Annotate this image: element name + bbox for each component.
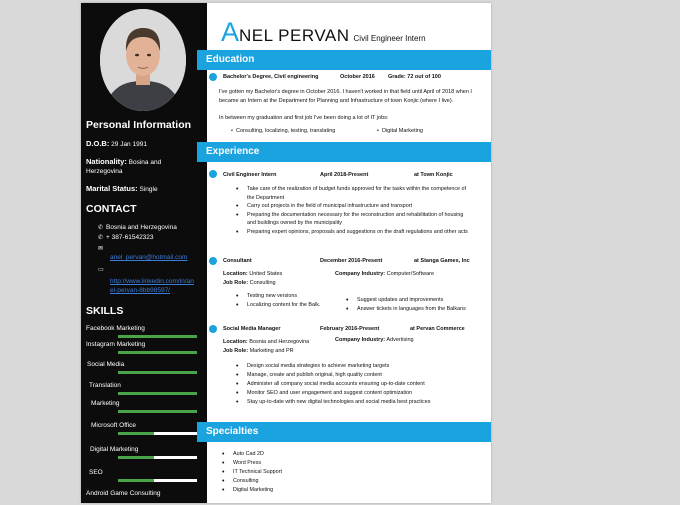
exp3-location-value: Bosnia and Herzegovina	[249, 339, 310, 345]
experience-dot-3	[209, 325, 217, 333]
specialties-heading: Specialties	[197, 422, 491, 442]
skill-bar-fill	[118, 351, 197, 354]
education-dot	[209, 73, 217, 81]
list-item: • Auto Cad 2D	[219, 450, 419, 459]
exp3-date: February 2016-Present	[320, 326, 380, 332]
nationality-value: Bosina and Herzegovina	[86, 159, 162, 175]
it-job-1-text: Consulting, localizing, testing, translating	[235, 128, 336, 134]
exp1-company: at Town Konjic	[414, 172, 453, 178]
skill-label: SEO	[89, 469, 103, 476]
education-heading: Education	[197, 50, 491, 70]
list-item: • Manage, create and publish original, high quality content	[233, 371, 489, 380]
degree: Bachelor's Degree, Civil engineering	[223, 74, 319, 80]
skills-heading: SKILLS	[86, 305, 124, 317]
monitor-icon: ▭	[98, 267, 104, 273]
skill-label: Instagram Marketing	[86, 341, 146, 348]
degree-date: October 2016	[340, 74, 375, 80]
list-item: • Design social media strategies to achieve marketing targets	[233, 362, 489, 371]
skill-bar	[118, 335, 197, 338]
exp3-bullets	[233, 362, 489, 407]
skill-bar-fill	[118, 432, 154, 435]
location-item	[98, 224, 177, 231]
nationality-line	[86, 157, 176, 176]
marital-label: Marital Status:	[86, 184, 138, 193]
name-header	[221, 17, 426, 48]
exp3-location	[223, 339, 309, 345]
exp2-role: Consultant	[223, 258, 252, 264]
exp2-bullets-left	[233, 292, 353, 310]
exp3-location-label: Location:	[223, 339, 248, 345]
exp3-company: at Pervan Commerce	[410, 326, 465, 332]
exp2-jobrole	[223, 280, 276, 286]
skill-bar-fill	[118, 479, 154, 482]
skill-label: Social Media	[87, 361, 125, 368]
exp3-industry	[335, 337, 414, 343]
skill-label: Translation	[89, 382, 121, 389]
exp3-jobrole-value: Marketing and PR	[249, 348, 294, 354]
skill-bar	[118, 456, 197, 459]
marital-line	[86, 184, 158, 194]
sidebar	[81, 3, 207, 503]
name-rest: NEL PERVAN	[239, 26, 350, 45]
phone-item	[98, 234, 154, 241]
skill-label: Android Game Consulting	[86, 490, 161, 497]
marital-value: Single	[139, 186, 158, 193]
experience-dot-2	[209, 257, 217, 265]
exp2-industry-label: Company Industry:	[335, 271, 386, 277]
list-item: • Testing new versions	[233, 292, 353, 301]
exp2-jobrole-value: Consulting	[249, 280, 276, 286]
experience-heading: Experience	[197, 142, 491, 162]
skill-bar-fill	[118, 335, 197, 338]
exp1-date: April 2018-Present	[320, 172, 369, 178]
exp1-role: Civil Engineer Intern	[223, 172, 277, 178]
resume-page	[81, 3, 491, 503]
it-job-2-text: Digital Marketing	[381, 128, 423, 134]
dob-value: 29 Jan 1991	[111, 141, 147, 148]
skill-bar-fill	[118, 410, 197, 413]
skill-bar	[118, 392, 197, 395]
linkedin-icon-row	[98, 266, 106, 273]
email-icon-row	[98, 245, 106, 252]
main-content	[207, 3, 491, 503]
exp2-location-value: United States	[249, 271, 283, 277]
specialties-list	[219, 450, 419, 495]
degree-grade: Grade: 72 out of 100	[388, 74, 441, 80]
list-item: • Carry out projects in the field of municipal infrastructure and transport	[233, 202, 473, 211]
skill-bar	[118, 432, 197, 435]
exp2-location-label: Location:	[223, 271, 248, 277]
list-item: • Word Press	[219, 459, 419, 468]
exp1-bullets	[233, 185, 473, 236]
location-icon: ✆	[98, 225, 104, 231]
phone-icon: ✆	[98, 235, 104, 241]
linkedin-link[interactable]: http://www.linkedin.com/in/an el-pervan-8bb98597/	[110, 278, 194, 294]
location-text: Bosnia and Herzegovina	[106, 224, 177, 231]
list-item: • Administer all company social media accounts ensuring up-to-date content	[233, 380, 489, 389]
list-item: • Suggest updates and improvements	[343, 296, 491, 305]
nationality-label: Nationality:	[86, 157, 127, 166]
contact-heading: CONTACT	[86, 203, 137, 215]
email-icon: ✉	[98, 246, 104, 252]
dob-label: D.O.B:	[86, 139, 110, 148]
skill-label: Marketing	[91, 400, 120, 407]
skill-bar	[118, 351, 197, 354]
education-para-2: In between my graduation and first job I've been doing a lot of IT jobs:	[219, 115, 389, 121]
exp2-industry-value: Computer/Software	[386, 271, 435, 277]
skill-bar	[118, 371, 197, 374]
phone-text: + 387-61542323	[106, 234, 154, 241]
list-item: • Monitor SEO and user engagement and suggest content optimization	[233, 389, 489, 398]
exp3-jobrole-label: Job Role:	[223, 348, 249, 354]
profile-photo	[100, 9, 186, 111]
name-initial: A	[221, 17, 240, 47]
skill-bar-fill	[118, 392, 197, 395]
list-item: • Localizing content for the Balk.	[233, 301, 353, 310]
exp2-jobrole-label: Job Role:	[223, 280, 249, 286]
exp2-date: December 2016-Present	[320, 258, 383, 264]
list-item: • Preparing the documentation necessary for the reconstruction and rehabilitation of housing and buildings owned by the municipality	[233, 211, 473, 228]
job-title: Civil Engineer Intern	[353, 34, 426, 43]
exp3-industry-value: Advertising	[386, 337, 414, 343]
skill-bar-fill	[118, 456, 154, 459]
it-job-1: • Consulting, localizing, testing, translating	[231, 128, 336, 134]
skill-bar-fill	[118, 371, 197, 374]
list-item: • Stay up-to-date with new digital technologies and social media best practices	[233, 398, 489, 407]
education-para-1: I've gotten my Bachelor's degree in October 2016. I haven't worked in that field until April of 2018 when I became an Intern at the Department for Planning and Infrastructure of town Konjic (where I live).	[219, 89, 472, 104]
skill-bar	[118, 479, 197, 482]
skill-label: Microsoft Office	[91, 422, 137, 429]
exp3-role: Social Media Manager	[223, 326, 281, 332]
skill-label: Facebook Marketing	[86, 325, 145, 332]
exp2-industry	[335, 271, 434, 277]
exp2-location	[223, 271, 282, 277]
experience-dot-1	[209, 170, 217, 178]
exp3-jobrole	[223, 348, 294, 354]
list-item: • Digital Marketing	[219, 486, 419, 495]
list-item: • Take care of the realization of budget funds approved for the tasks within the competence of the Department	[233, 185, 473, 202]
exp2-bullets-right	[343, 296, 491, 314]
list-item: • Preparing expert opinions, proposals and suggestions on the draft regulations and other acts	[233, 228, 473, 237]
exp2-company: at Stanga Games, Inc	[414, 258, 470, 264]
list-item: • Consulting	[219, 477, 419, 486]
exp3-industry-label: Company Industry:	[335, 337, 386, 343]
it-job-2: • Digital Marketing	[377, 128, 423, 134]
dob-line	[86, 139, 147, 149]
list-item: • Answer tickets in languages from the Balkans	[343, 305, 491, 314]
email-link[interactable]: anel_pervan@hotmail.com	[110, 254, 188, 261]
portrait-image	[100, 9, 186, 111]
personal-info-heading: Personal Information	[86, 119, 192, 131]
skill-bar	[118, 410, 197, 413]
list-item: • IT Technical Support	[219, 468, 419, 477]
skill-label: Digital Marketing	[90, 446, 139, 453]
